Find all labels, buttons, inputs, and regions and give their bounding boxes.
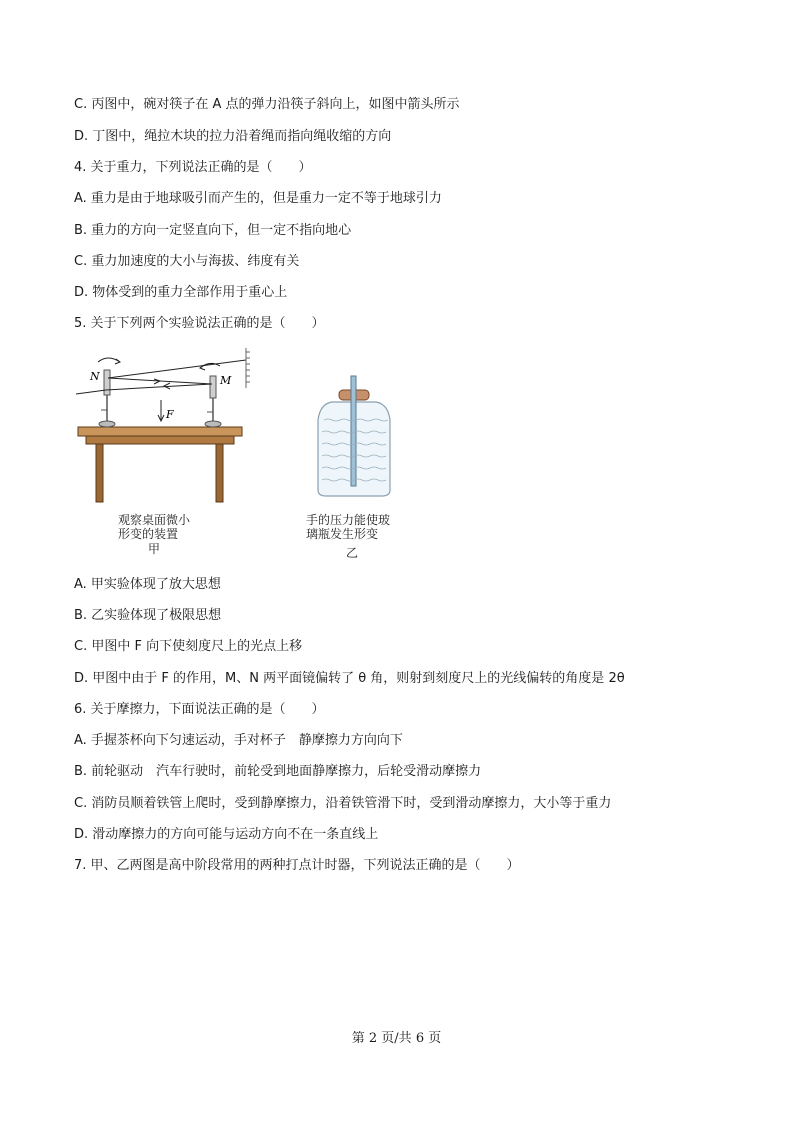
table-leg-left xyxy=(96,444,103,502)
q4-option-c: C. 重力加速度的大小与海拔、纬度有关 xyxy=(74,254,300,269)
option-c-bing: C. 丙图中，碗对筷子在 A 点的弹力沿筷子斜向上，如图中箭头所示 xyxy=(74,97,460,112)
question-4: 4. 关于重力，下列说法正确的是（ ） xyxy=(74,160,312,175)
question-5: 5. 关于下列两个实验说法正确的是（ ） xyxy=(74,316,325,331)
figure-label-yi: 乙 xyxy=(346,546,359,560)
label-m: M xyxy=(220,374,232,387)
table-apron xyxy=(86,436,234,444)
q6-option-b: B. 前轮驱动 汽车行驶时，前轮受到地面静摩擦力，后轮受滑动摩擦力 xyxy=(74,764,482,779)
table-leg-right xyxy=(216,444,223,502)
page-footer: 第 2 页/共 6 页 xyxy=(351,1031,442,1046)
question-6: 6. 关于摩擦力，下面说法正确的是（ ） xyxy=(74,702,325,717)
q6-option-c: C. 消防员顺着铁管上爬时，受到静摩擦力，沿着铁管滑下时，受到滑动摩擦力，大小等于重力 xyxy=(74,796,612,811)
glass-bottle xyxy=(318,376,390,496)
q6-option-d: D. 滑动摩擦力的方向可能与运动方向不在一条直线上 xyxy=(74,827,379,842)
caption-jia-2: 形变的装置 xyxy=(118,527,179,541)
q4-option-b: B. 重力的方向一定竖直向下，但一定不指向地心 xyxy=(74,223,352,238)
table-apparatus xyxy=(78,427,242,502)
experiment-figure xyxy=(70,340,430,570)
q4-option-a: A. 重力是由于地球吸引而产生的，但是重力一定不等于地球引力 xyxy=(74,191,442,206)
table-top xyxy=(78,427,242,436)
label-n: N xyxy=(90,370,100,383)
q4-option-d: D. 物体受到的重力全部作用于重心上 xyxy=(74,285,288,300)
question-7: 7. 甲、乙两图是高中阶段常用的两种打点计时器，下列说法正确的是（ ） xyxy=(74,858,520,873)
q5-option-d: D. 甲图中由于 F 的作用，M、N 两平面镜偏转了 θ 角，则射到刻度尺上的光线偏转的角度是 2θ xyxy=(74,671,625,686)
label-f: F xyxy=(166,408,174,421)
q5-option-a: A. 甲实验体现了放大思想 xyxy=(74,577,221,592)
caption-yi-2: 璃瓶发生形变 xyxy=(306,527,379,541)
scale-ruler xyxy=(246,348,250,388)
q5-option-c: C. 甲图中 F 向下使刻度尺上的光点上移 xyxy=(74,639,303,654)
q6-option-a: A. 手握茶杯向下匀速运动，手对杯子 静摩擦力方向向下 xyxy=(74,733,403,748)
force-arrow-icon xyxy=(158,400,164,421)
option-d-ding: D. 丁图中，绳拉木块的拉力沿着绳而指向绳收缩的方向 xyxy=(74,129,392,144)
figure-label-jia: 甲 xyxy=(148,542,161,556)
q5-option-b: B. 乙实验体现了极限思想 xyxy=(74,608,222,623)
caption-jia-1: 观察桌面微小 xyxy=(118,513,191,527)
caption-yi-1: 手的压力能使玻 xyxy=(306,513,391,527)
glass-tube xyxy=(351,376,356,486)
